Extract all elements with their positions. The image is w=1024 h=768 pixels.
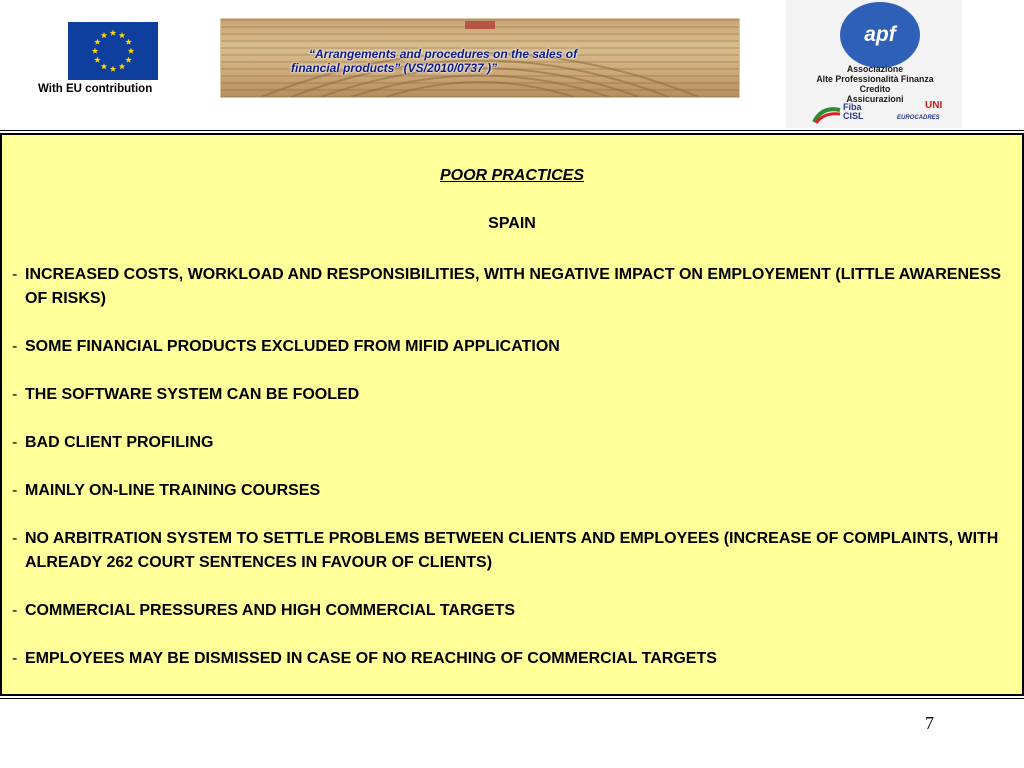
eurocadres-logo: EUROCADRES	[897, 115, 940, 121]
practice-item-text: COMMERCIAL PRESSURES AND HIGH COMMERCIAL TARGETS	[25, 602, 516, 619]
bullet-dash: -	[12, 338, 18, 355]
practice-item-text: NO ARBITRATION SYSTEM TO SETTLE PROBLEMS BETWEEN CLIENTS AND EMPLOYEES (INCREASE OF COMPLAINTS, WITH ALREADY 262 COURT SENTENCES IN FAVOUR OF CLIENTS)	[25, 530, 999, 571]
apf-logo	[840, 2, 920, 68]
practice-item-text: EMPLOYEES MAY BE DISMISSED IN CASE OF NO REACHING OF COMMERCIAL TARGETS	[25, 650, 717, 667]
eu-star-icon	[125, 57, 131, 63]
bullet-dash: -	[12, 482, 18, 499]
practice-item-text: THE SOFTWARE SYSTEM CAN BE FOOLED	[25, 386, 360, 403]
bullet-dash: -	[12, 266, 18, 283]
apf-line-1: Associazione	[846, 64, 904, 74]
practice-item	[12, 599, 1017, 623]
cisl-text: CISL	[843, 111, 864, 121]
eu-star-icon	[94, 57, 100, 63]
apf-association-name	[790, 64, 960, 104]
bullet-dash: -	[12, 434, 18, 451]
apf-line-2: Alte Professionalità Finanza	[816, 74, 934, 84]
project-title	[221, 47, 739, 75]
eu-star-icon	[119, 63, 125, 69]
practice-item	[12, 383, 1017, 407]
eu-stars-icon	[68, 22, 158, 80]
page-number: 7	[925, 713, 934, 733]
practice-item	[12, 263, 1017, 311]
eu-star-icon	[125, 39, 131, 45]
eu-star-icon	[110, 66, 116, 72]
eu-star-icon	[101, 32, 107, 38]
project-title-line-2: financial products” (VS/2010/0737 )”	[291, 61, 498, 75]
eu-star-icon	[101, 63, 107, 69]
uni-logo: UNI	[925, 100, 943, 111]
eu-contribution-caption: With EU contribution	[38, 83, 153, 95]
practice-item	[12, 431, 1017, 455]
practice-item	[12, 479, 1017, 503]
parliament-banner-image	[220, 18, 740, 98]
practice-item-text: INCREASED COSTS, WORKLOAD AND RESPONSIBILITIES, WITH NEGATIVE IMPACT ON EMPLOYEMENT (LITTLE AWARENESS OF RISKS)	[25, 266, 1002, 307]
practice-item	[12, 335, 1017, 359]
bullet-dash: -	[12, 386, 18, 403]
eu-star-icon	[110, 30, 116, 36]
bullet-dash: -	[12, 602, 18, 619]
bullet-dash: -	[12, 650, 18, 667]
practice-item	[12, 527, 1017, 575]
project-title-line-1: “Arrangements and procedures on the sales of	[309, 47, 578, 61]
fiba-text: Fiba	[843, 102, 862, 112]
eu-star-icon	[128, 48, 134, 54]
practice-item	[12, 647, 1017, 671]
practices-list	[12, 263, 1017, 695]
eu-star-icon	[94, 39, 100, 45]
bullet-dash: -	[12, 530, 18, 547]
practice-item-text: BAD CLIENT PROFILING	[25, 434, 214, 451]
apf-line-4: Assicurazioni	[846, 94, 904, 104]
eu-flag-logo	[68, 22, 158, 80]
eu-star-icon	[92, 48, 98, 54]
eu-star-icon	[119, 32, 125, 38]
slide-content-box	[0, 133, 1024, 696]
practice-item-text: MAINLY ON-LINE TRAINING COURSES	[25, 482, 321, 499]
slide-title: POOR PRACTICES	[439, 167, 584, 184]
practice-item-text: SOME FINANCIAL PRODUCTS EXCLUDED FROM MIFID APPLICATION	[25, 338, 560, 355]
country-heading: SPAIN	[488, 215, 536, 232]
apf-line-3: Credito	[859, 84, 891, 94]
fiba-cisl-label	[843, 103, 864, 121]
apf-logo-text: apf	[864, 23, 896, 46]
